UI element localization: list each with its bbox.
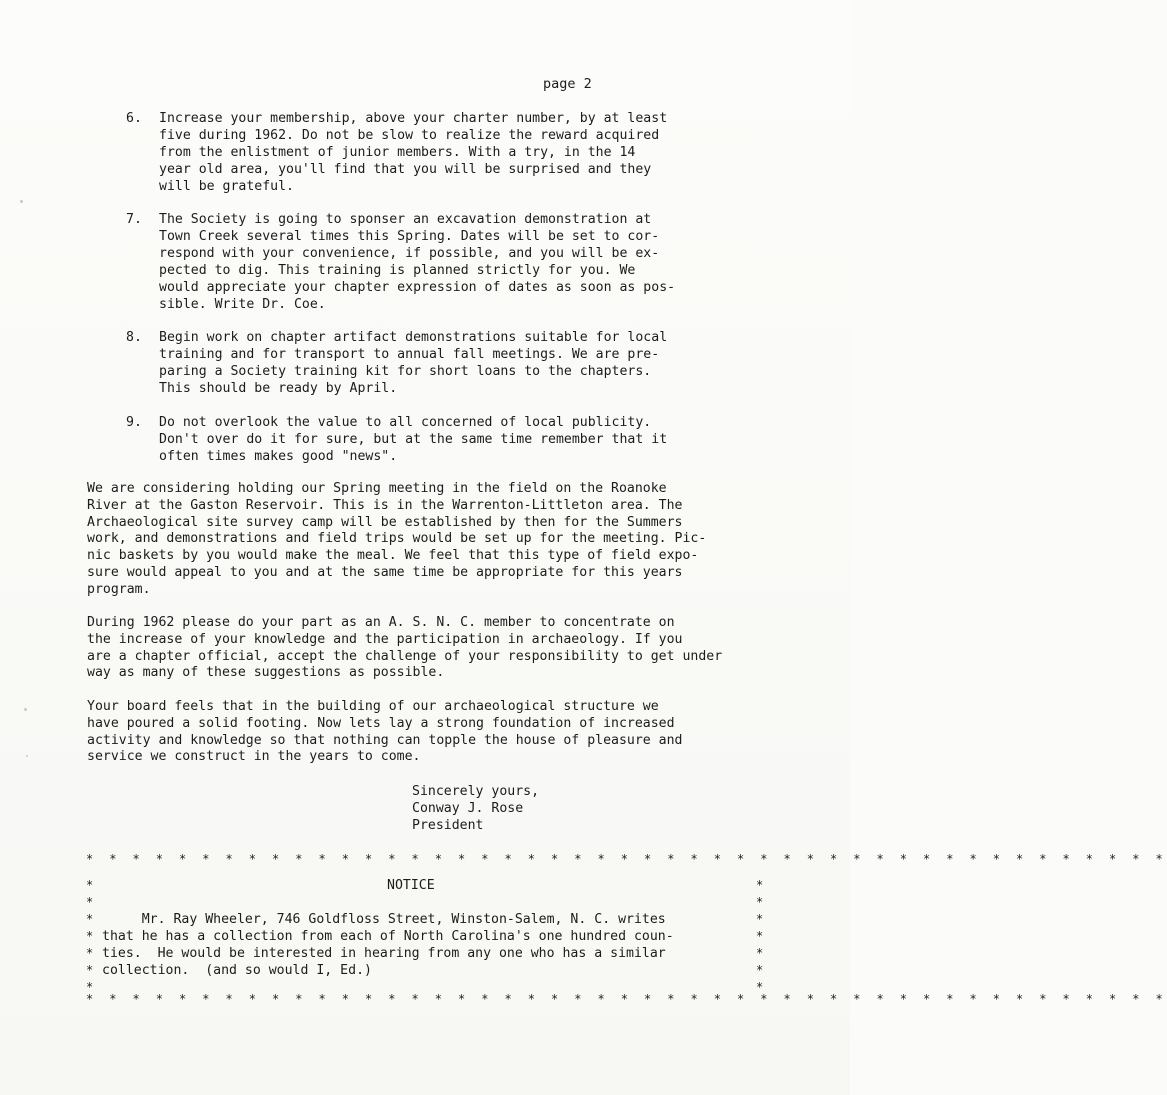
list-item-text: Do not overlook the value to all concerned of local publicity. Don't over do it for sure, but at the same time remember that it often times makes good "news". xyxy=(159,415,668,464)
paragraph-board-feels: Your board feels that in the building of our archaeological structure we have poured a solid footing. Now lets lay a strong foundation of increased activity and knowledge so that nothing can topple the house of pleasure and service we construct in the years to come. xyxy=(87,699,683,765)
notice-border-star: * xyxy=(756,929,764,943)
list-item-number: 8. xyxy=(126,330,142,345)
list-item-6 xyxy=(126,110,726,195)
notice-line: collection. (and so would I, Ed.) xyxy=(102,963,372,978)
paper-speck xyxy=(20,200,23,203)
notice-border-star: * xyxy=(86,946,94,960)
notice-border-star: * xyxy=(756,980,764,994)
notice-border-star: * xyxy=(86,929,94,943)
list-item-number: 7. xyxy=(126,212,142,227)
list-item-number: 9. xyxy=(126,415,142,430)
notice-border-star: * xyxy=(756,963,764,977)
notice-border-star: * xyxy=(86,963,94,977)
paper-speck xyxy=(26,755,28,757)
list-item-text: Increase your membership, above your charter number, by at least five during 1962. Do not be slow to realize the reward acquired from the enlistment of junior members. With a try, in the 14 year old area, you'll find that you will be surprised and they will be grateful. xyxy=(159,111,668,194)
notice-border-star: * xyxy=(86,878,94,892)
list-item-text: Begin work on chapter artifact demonstrations suitable for local training and for transport to annual fall meetings. We are pre- paring a Society training kit for short loans to the chapters. This should be ready by April. xyxy=(159,330,668,396)
signature-title: President xyxy=(412,818,484,833)
notice-border-bottom: * * * * * * * * * * * * * * * * * * * * * * * * * * * * * * * * * * * * * * * * * * * * * * * xyxy=(86,992,1167,1006)
notice-border-star: * xyxy=(86,895,94,909)
signature-closing: Sincerely yours, xyxy=(412,784,540,799)
list-item-text: The Society is going to sponser an excavation demonstration at Town Creek several times this Spring. Dates will be set to cor- respond with your convenience, if possible, and you will be ex- pected to dig. This training is planned strictly for you. We would appreciate your chapter expression of dates as soon as pos- sible. Write Dr. Coe. xyxy=(159,212,676,312)
notice-box xyxy=(86,875,766,995)
notice-title: NOTICE xyxy=(387,878,435,893)
notice-border-star: * xyxy=(756,878,764,892)
list-item-7 xyxy=(126,211,726,313)
notice-border-star: * xyxy=(756,946,764,960)
paper-speck xyxy=(24,708,27,711)
signature-name: Conway J. Rose xyxy=(412,801,524,816)
paragraph-spring-meeting: We are considering holding our Spring meeting in the field on the Roanoke River at the Gaston Reservoir. This is in the Warrenton-Littleton area. The Archaeological site survey camp will be established by then for the Summers work, and demonstrations and field trips would be set up for the meeting. Pic- nic baskets by you would make the meal. We feel that this type of field expo- sure would appeal to you and at the same time be appropriate for this years program. xyxy=(87,481,707,597)
list-item-9 xyxy=(126,414,726,465)
notice-line: ties. He would be interested in hearing from any one who has a similar xyxy=(102,946,666,961)
notice-border-star: * xyxy=(756,895,764,909)
signature-block xyxy=(412,783,539,834)
notice-border-star: * xyxy=(756,912,764,926)
list-item-8 xyxy=(126,329,726,397)
notice-border-top: * * * * * * * * * * * * * * * * * * * * * * * * * * * * * * * * * * * * * * * * * * * * * * * xyxy=(86,852,1167,866)
notice-border-star: * xyxy=(86,912,94,926)
page-number: page 2 xyxy=(543,76,592,92)
list-item-number: 6. xyxy=(126,111,142,126)
notice-border-star: * xyxy=(86,980,94,994)
notice-line: Mr. Ray Wheeler, 746 Goldfloss Street, Winston-Salem, N. C. writes xyxy=(102,912,666,927)
notice-line: that he has a collection from each of North Carolina's one hundred coun- xyxy=(102,929,674,944)
paragraph-during-1962: During 1962 please do your part as an A. S. N. C. member to concentrate on the increase of your knowledge and the participation in archaeology. If you are a chapter official, accept the challenge of your responsibility to get under way as many of these suggestions as possible. xyxy=(87,615,723,681)
